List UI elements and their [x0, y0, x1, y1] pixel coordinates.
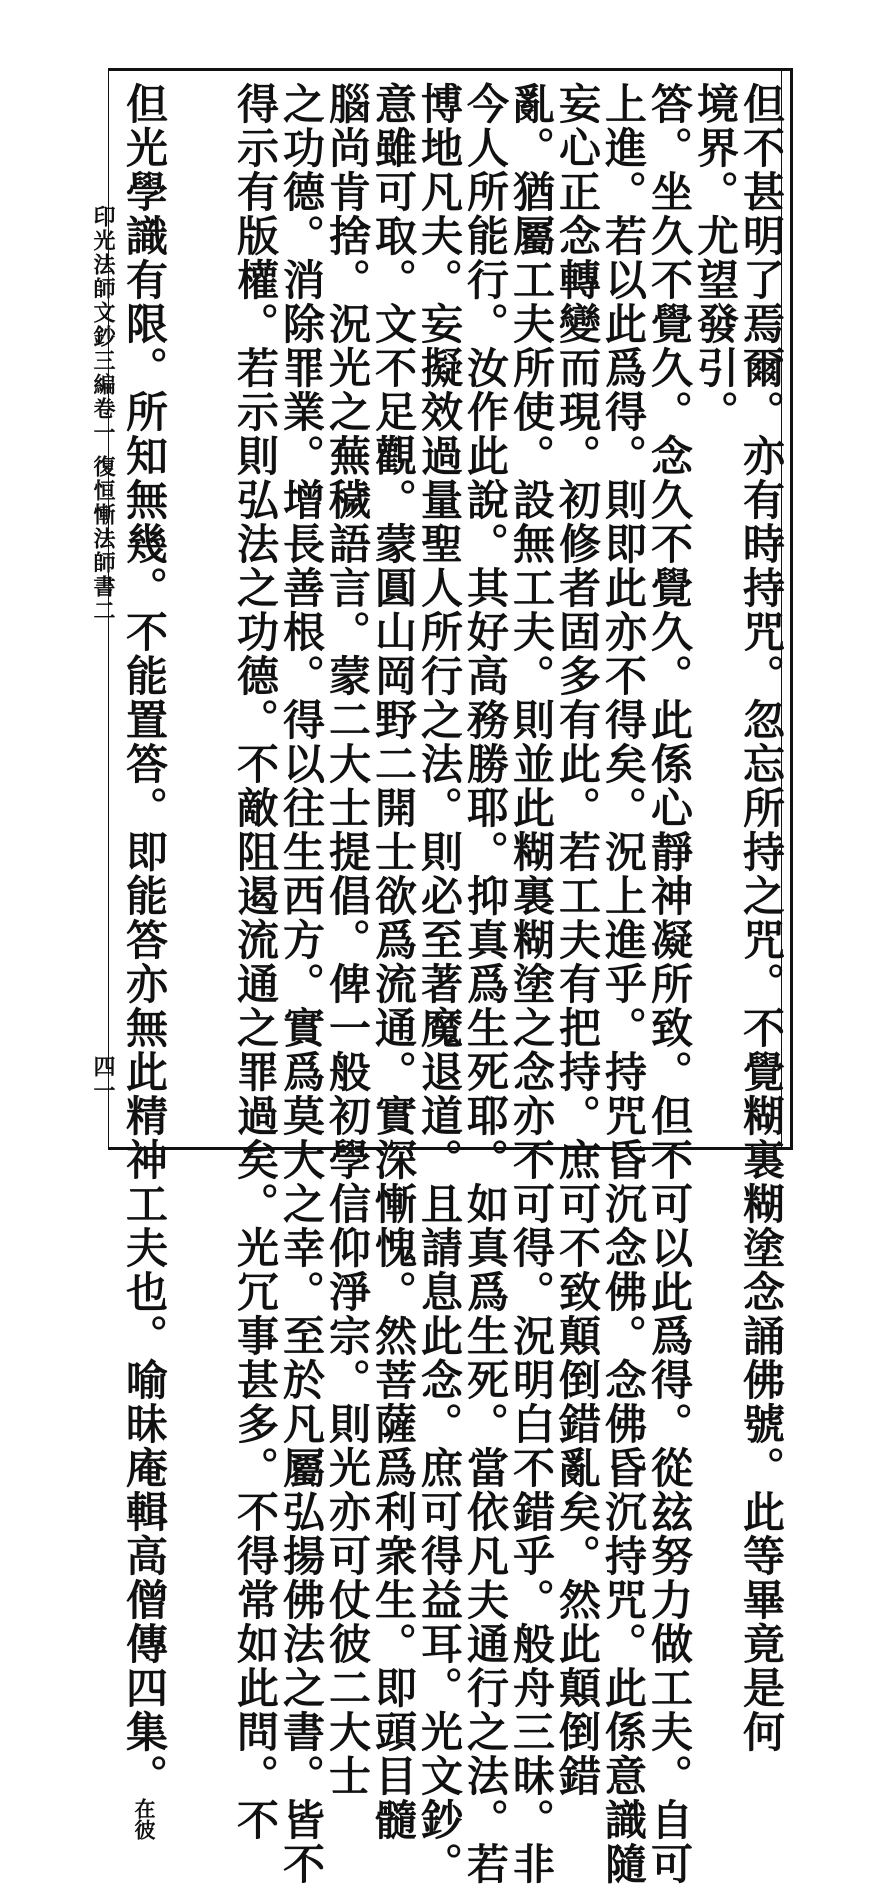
text-column-10: 腦尚肯捨。況光之蕪穢語言。蒙二大士提倡。俾一般初學信仰淨宗。則光亦可仗彼二大士 — [323, 82, 372, 1798]
text-column-11: 之功德。消除罪業。增長善根。得以往生西方。實爲莫大之幸。至於凡屬弘揚佛法之書。皆不 — [277, 82, 326, 1886]
text-column-6: 亂。猶屬工夫所使。設無工夫。則並此糊裏糊塗之念亦不可得。況明白不錯乎。般舟三昧。非 — [507, 82, 556, 1886]
book-title: 印光法師文鈔三編卷一 — [90, 205, 116, 445]
text-column-5: 妄心正念轉變而現。初修者固多有此。若工夫有把持。庶可不致顛倒錯亂矣。然此顛倒錯 — [553, 82, 602, 1798]
text-column-3: 答。坐久不覺久。念久不覺久。此係心靜神凝所致。但不可以此爲得。從玆努力做工夫。自可 — [645, 82, 694, 1886]
text-column-12: 得示有版權。若示則弘法之功德。不敵阻遏流通之罪過矣。光冗事甚多。不得常如此問。不 — [231, 82, 280, 1842]
text-column-9: 意雖可取。文不足觀。蒙圓山岡野二開士欲爲流通。實深慚愧。然菩薩爲利衆生。即頭目髓 — [369, 82, 418, 1842]
page-number: 四一 — [90, 1055, 116, 1103]
section-title: 復恒慚法師書二 — [90, 455, 116, 623]
text-column-4: 上進。若以此爲得。則即此亦不得矣。況上進乎。持咒昏沉念佛。念佛昏沉持咒。此係意識隨 — [599, 82, 648, 1886]
text-column-13 — [121, 82, 167, 1840]
column-text: 但光學識有限。所知無幾。不能置答。即能答亦無此精神工夫也。喻昧庵輯高僧傳四集。 — [120, 82, 169, 1798]
text-column-1: 但不甚明了焉爾。亦有時持咒。忽忘所持之咒。不覺糊裏糊塗念誦佛號。此等畢竟是何 — [737, 82, 786, 1754]
text-column-2: 境界。尤望發引。 — [691, 82, 740, 434]
text-column-7: 今人所能行。汝作此說。其好高務勝耶。抑真爲生死耶。如真爲生死。當依凡夫通行之法。若 — [461, 82, 510, 1886]
interlinear-note: 在彼 — [132, 1798, 157, 1840]
text-column-8: 博地凡夫。妄擬效過量聖人所行之法。則必至著魔退道。且請息此念。庶可得益耳。光文鈔。 — [415, 82, 464, 1886]
